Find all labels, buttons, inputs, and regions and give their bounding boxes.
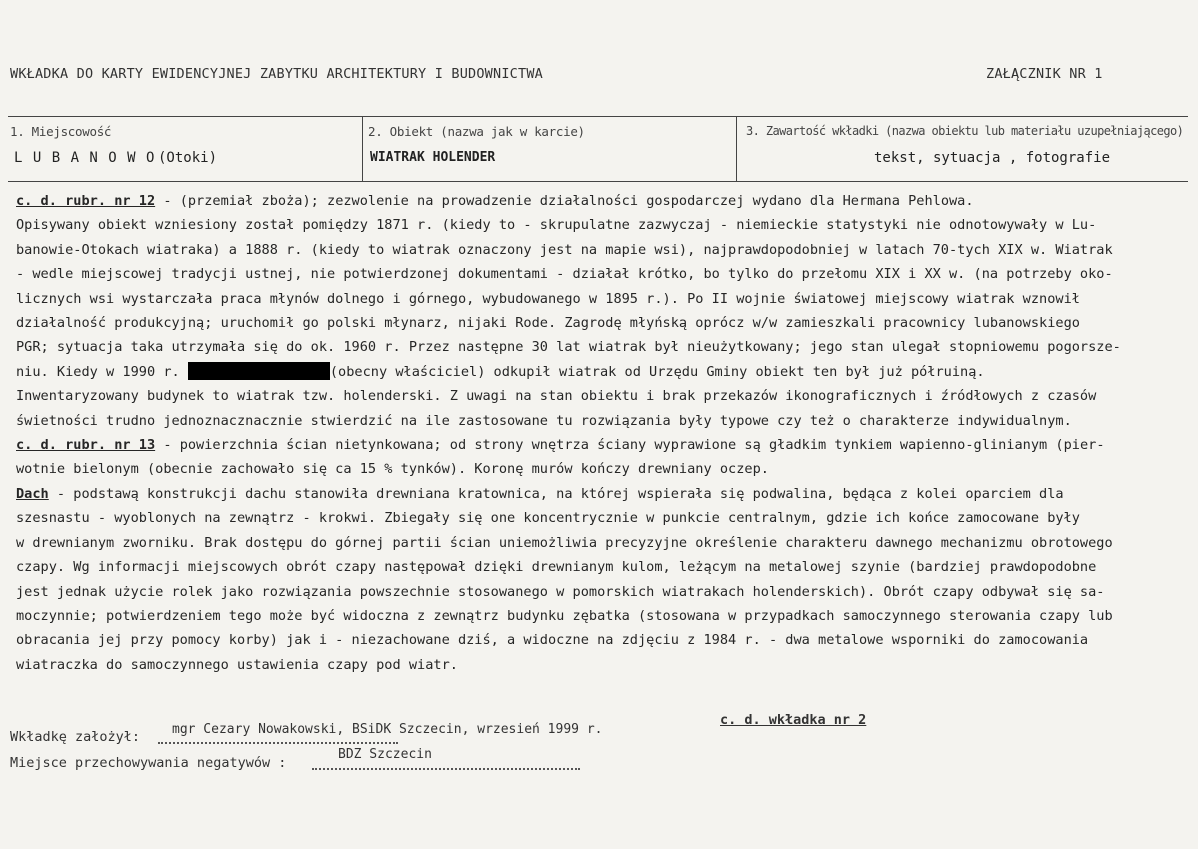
author-dotted-line	[158, 742, 398, 744]
section-ref: Dach	[16, 485, 49, 502]
redaction-block	[188, 362, 330, 380]
negatives-dotted-line	[312, 768, 580, 770]
author-value: mgr Cezary Nowakowski, BSiDK Szczecin, wrzesień 1999 r.	[172, 722, 603, 737]
text-line	[16, 482, 1181, 506]
locality-label: 1. Miejscowość	[10, 124, 112, 139]
text-segment: niu. Kiedy w 1990 r.	[16, 363, 188, 380]
description-text	[16, 189, 1181, 677]
text-line: działalność produkcyjną; uruchomił go polski młynarz, nijaki Rode. Zagrodę młyńską oprócz w/w zamieszkali pracownicy lubanowskiego	[16, 315, 1080, 332]
column-divider	[362, 117, 363, 181]
text-segment: - powierzchnia ścian nietynkowana; od strony wnętrza ściany wyprawione są gładkim tynkiem wapienno-glinianym (pier-	[155, 437, 1105, 454]
text-line: banowie-Otokach wiatraka) a 1888 r. (kiedy to wiatrak oznaczony jest na mapie wsi), najprawdopodobniej w latach 70-tych XIX w. Wiatrak	[16, 241, 1113, 258]
text-segment: (obecny właściciel) odkupił wiatrak od Urzędu Gminy obiekt ten był już półruiną.	[329, 363, 985, 380]
column-divider	[736, 117, 737, 181]
top-divider	[8, 116, 1188, 117]
negatives-label: Miejsce przechowywania negatywów :	[10, 755, 287, 771]
text-line: wiatraczka do samoczynnego ustawienia czapy pod wiatr.	[16, 656, 458, 673]
text-line: PGR; sytuacja taka utrzymała się do ok. 1960 r. Przez następne 30 lat wiatrak był nieużytkowany; jego stan ulegał stopniowemu pogorsze-	[16, 339, 1121, 356]
text-line: Opisywany obiekt wzniesiony został pomiędzy 1871 r. (kiedy to - skrupulatne zazwyczaj - niemieckie statystyki nie odnotowywały w Lu-	[16, 217, 1097, 234]
text-segment: - podstawą konstrukcji dachu stanowiła drewniana kratownica, na której wspierała się podwalina, będąca z kolei oparciem dla	[48, 485, 1064, 502]
text-segment: - (przemiał zboża); zezwolenie na prowadzenie działalności gospodarczej wydano dla Hermana Pehlowa.	[155, 193, 974, 209]
continuation-note: c. d. wkładka nr 2	[720, 712, 867, 728]
section-ref: c. d. rubr. nr 13	[16, 437, 156, 454]
negatives-value: BDZ Szczecin	[338, 747, 432, 762]
locality-value: L U B A N O W O	[14, 150, 156, 166]
author-label: Wkładkę założył:	[10, 729, 141, 745]
locality-sub: (Otoki)	[158, 150, 218, 166]
form-title: WKŁADKA DO KARTY EWIDENCYJNEJ ZABYTKU ARCHITEKTURY I BUDOWNICTWA	[10, 66, 543, 82]
text-line: jest jednak użycie rolek jako rozwiązania powszechnie stosowanego w pomorskich wiatrakach holenderskich). Obrót czapy odbywał się sa-	[16, 583, 1105, 600]
text-line: moczynnie; potwierdzeniem tego może być widoczna z zewnątrz budynku zębatka (stosowana w przypadkach samoczynnego sterowania czapy lub	[16, 607, 1113, 624]
fields-divider	[8, 181, 1188, 182]
object-label: 2. Obiekt (nazwa jak w karcie)	[368, 124, 585, 139]
object-value: WIATRAK HOLENDER	[370, 150, 496, 165]
text-line: - wedle miejscowej tradycji ustnej, nie potwierdzonej dokumentami - działał krótko, bo tylko do przełomu XIX i XX w. (na potrzeby oko-	[16, 266, 1113, 283]
contents-value: tekst, sytuacja , fotografie	[874, 150, 1111, 166]
text-line: świetności trudno jednoznacznacznie stwierdzić na ile zastosowane tu rozwiązania były typowe czy też o charakterze indywidualnym.	[16, 412, 1072, 429]
text-line: czapy. Wg informacji miejscowych obrót czapy następował dzięki drewnianym kulom, leżącym na metalowej szynie (bardziej prawdopodobne	[16, 559, 1097, 576]
contents-label: 3. Zawartość wkładki (nazwa obiektu lub materiału uzupełniającego)	[746, 124, 1184, 138]
text-line: obracania jej przy pomocy korby) jak i - niezachowane dziś, a widoczne na zdjęciu z 1984 r. - dwa metalowe wsporniki do zamocowania	[16, 632, 1089, 649]
text-line: licznych wsi wystarczała praca młynów dolnego i górnego, wybudowanego w 1895 r.). Po II wojnie światowej miejscowy wiatrak wznowił	[16, 290, 1080, 307]
text-line	[16, 433, 1181, 457]
text-line: Inwentaryzowany budynek to wiatrak tzw. holenderski. Z uwagi na stan obiektu i brak przekazów ikonograficznych i źródłowych z czasów	[16, 388, 1097, 405]
text-line	[16, 189, 1181, 213]
text-line	[16, 360, 1181, 384]
annex-number: ZAŁĄCZNIK NR 1	[986, 66, 1103, 82]
text-line: wotnie bielonym (obecnie zachowało się ca 15 % tynków). Koronę murów kończy drewniany oczep.	[16, 461, 769, 478]
text-line: w drewnianym zworniku. Brak dostępu do górnej partii ścian uniemożliwia precyzyjne określenie charakteru dawnego mechanizmu obrotowego	[16, 534, 1113, 551]
text-line: szesnastu - wyoblonych na zewnątrz - krokwi. Zbiegały się one koncentrycznie w punkcie centralnym, gdzie ich końce zamocowane były	[16, 510, 1080, 527]
section-ref: c. d. rubr. nr 12	[16, 193, 156, 209]
